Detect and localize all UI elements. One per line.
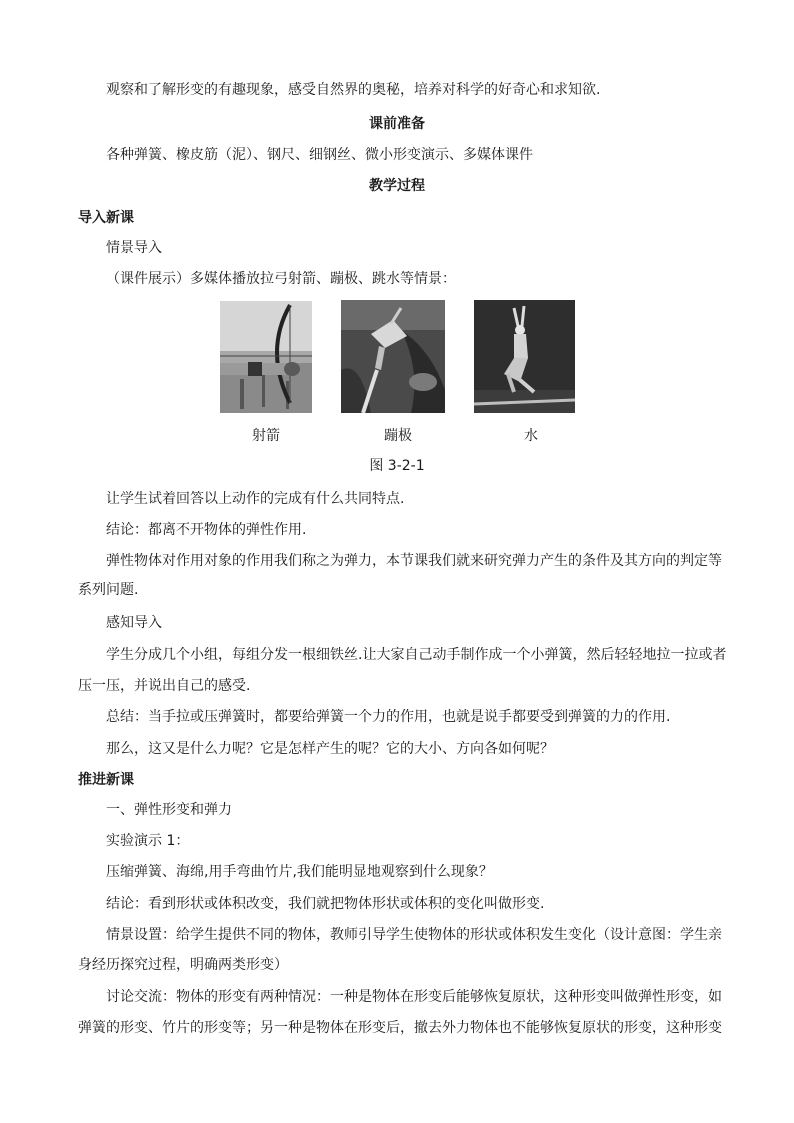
elastic-force-intro-line2: 系列问题.: [78, 582, 139, 598]
discussion-line1: 讨论交流：物体的形变有两种情况：一种是物体在形变后能够恢复原状，这种形变叫做弹性形变，如: [106, 989, 722, 1005]
summary-text: 总结：当手拉或压弹簧时，都要给弹簧一个力的作用，也就是说手都要受到弹簧的力的作用.: [106, 709, 671, 725]
group-activity-line1: 学生分成几个小组，每组分发一根细铁丝.让大家自己动手制作成一个小弹簧，然后轻轻地拉一拉或者: [106, 647, 727, 663]
heading-introduction: 导入新课: [78, 210, 134, 226]
scenario-setting-line2: 身经历探究过程，明确两类形变）: [78, 957, 288, 973]
conclusion-elasticity: 结论：都离不开物体的弹性作用.: [106, 522, 307, 538]
common-feature-question: 让学生试着回答以上动作的完成有什么共同特点.: [106, 491, 405, 507]
heading-advance-new-lesson: 推进新课: [78, 772, 134, 788]
archery-illustration: [220, 301, 312, 413]
figure-label: 图 3-2-1: [369, 458, 425, 474]
bungee-photo: [341, 300, 445, 413]
diving-illustration: [474, 300, 575, 413]
caption-bungee: 蹦极: [384, 428, 412, 444]
experiment-demo-1: 实验演示 1：: [106, 833, 190, 849]
discussion-line2: 弹簧的形变、竹片的形变等；另一种是物体在形变后，撤去外力物体也不能够恢复原状的形变，这种形变: [78, 1020, 722, 1036]
caption-archery: 射箭: [252, 428, 280, 444]
conclusion-deformation: 结论：看到形状或体积改变，我们就把物体形状或体积的变化叫做形变.: [106, 896, 545, 912]
heading-teaching-process: 教学过程: [369, 178, 425, 194]
perception-intro-label: 感知导入: [106, 615, 162, 631]
diving-photo: [474, 300, 575, 413]
preparation-text: 各种弹簧、橡皮筋（泥）、钢尺、细钢丝、微小形变演示、多媒体课件: [106, 147, 533, 163]
caption-diving: 水: [524, 428, 538, 444]
force-questions: 那么，这又是什么力呢？它是怎样产生的呢？它的大小、方向各如何呢？: [106, 741, 554, 757]
group-activity-line2: 压一压，并说出自己的感受.: [78, 678, 251, 694]
bungee-illustration: [341, 300, 445, 413]
objective-text: 观察和了解形变的有趣现象，感受自然界的奥秘，培养对科学的好奇心和求知欲.: [106, 82, 601, 98]
scenario-setting-line1: 情景设置：给学生提供不同的物体，教师引导学生使物体的形状或体积发生变化（设计意图：学生亲: [106, 927, 722, 943]
section-elastic-deformation: 一、弹性形变和弹力: [106, 802, 232, 818]
courseware-display-text: （课件展示）多媒体播放拉弓射箭、蹦极、跳水等情景：: [106, 271, 456, 287]
archery-photo: [220, 301, 312, 413]
heading-preparation: 课前准备: [369, 116, 425, 132]
scene-intro-label: 情景导入: [106, 240, 162, 256]
elastic-force-intro-line1: 弹性物体对作用对象的作用我们称之为弹力，本节课我们就来研究弹力产生的条件及其方向的判定等: [106, 553, 722, 569]
compression-question: 压缩弹簧、海绵,用手弯曲竹片,我们能明显地观察到什么现象？: [106, 864, 493, 880]
